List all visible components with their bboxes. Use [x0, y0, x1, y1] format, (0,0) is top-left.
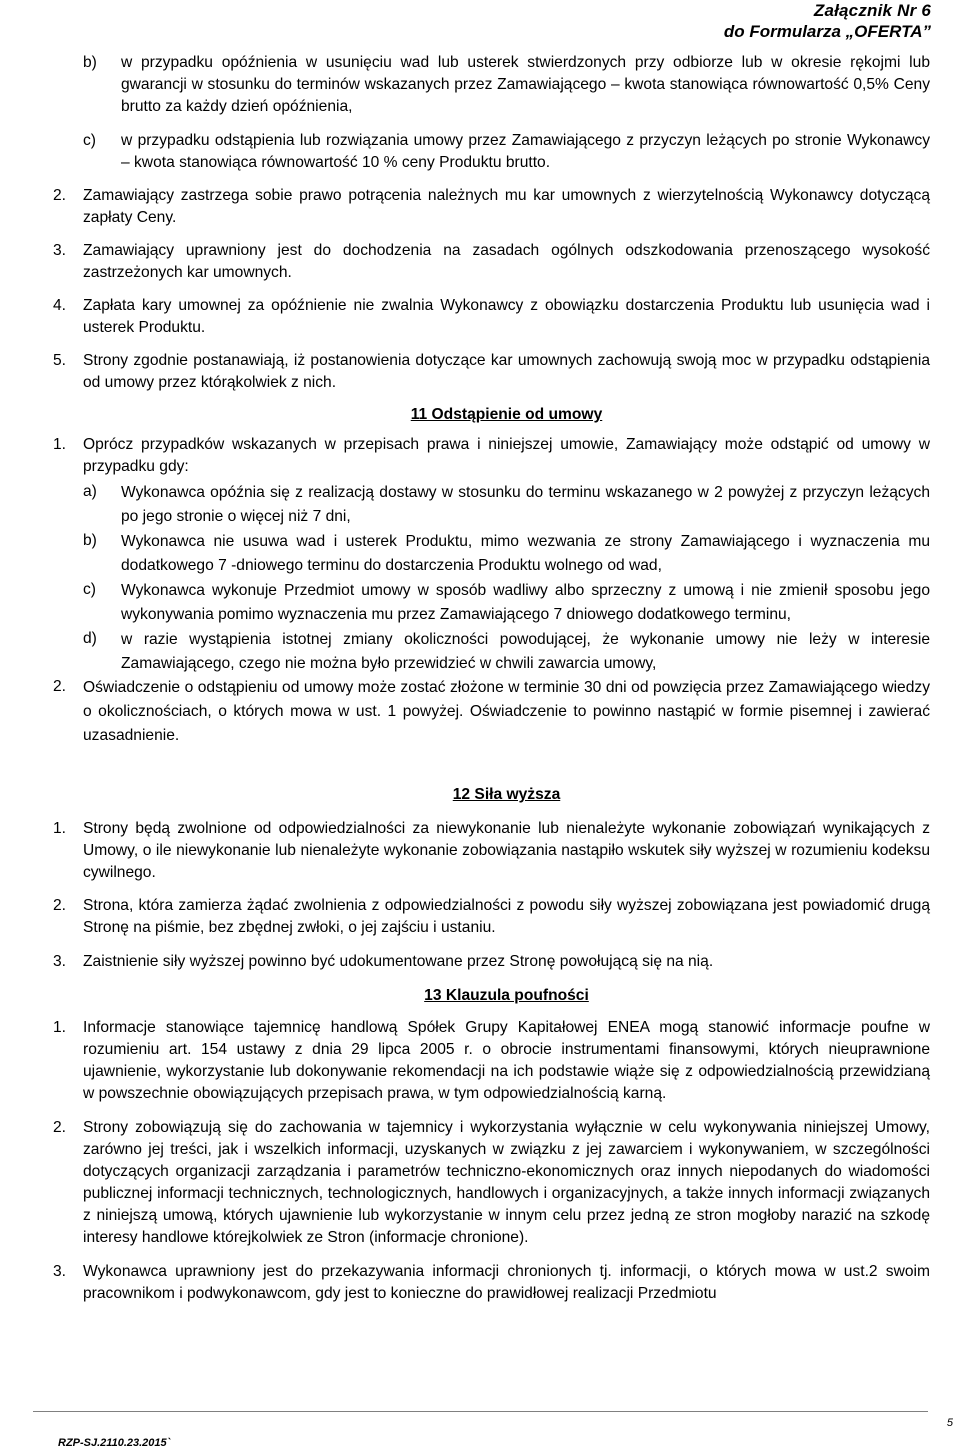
section-heading-text: 13 Klauzula poufności	[424, 987, 589, 1004]
numbered-point	[53, 295, 930, 339]
list-item	[83, 52, 930, 118]
point-text: Zamawiający uprawniony jest do dochodzenia na zasadach ogólnych odszkodowania przenoszącego wysokość zastrzeżonych kar umownych.	[83, 242, 930, 281]
list-item-label: b)	[83, 54, 97, 71]
page-number: 5	[946, 1417, 953, 1429]
numbered-point	[53, 350, 930, 394]
document-body	[53, 52, 930, 1305]
point-text: Strony zgodnie postanawiają, iż postanowienia dotyczące kar umownych zachowują swoją moc w przypadku odstąpienia od umowy przez którąkolwiek z nich.	[83, 352, 930, 391]
point-text: Wykonawca uprawniony jest do przekazywania informacji chronionych tj. informacji, o których mowa w ust.2 swoim pracownikom i podwykonawcom, gdy jest to konieczne do prawidłowej realizacji Przedmiotu	[83, 1263, 930, 1302]
numbered-point	[53, 676, 930, 748]
point-text: Zamawiający zastrzega sobie prawo potrącenia należnych mu kar umownych z wierzytelnością Wykonawcy dotyczącą zapłaty Ceny.	[83, 187, 930, 226]
point-label: 5.	[53, 352, 67, 369]
list-item-text: w razie wystąpienia istotnej zmiany okoliczności powodującej, że wykonanie umowy nie leży w interesie Zamawiającego, czego nie można było przewidzieć w chwili zawarcia umowy,	[121, 631, 930, 672]
page-header	[724, 0, 931, 42]
footer-code: RZP-SJ.2110.23.2015`	[58, 1437, 171, 1449]
list-item	[83, 130, 930, 174]
numbered-point	[53, 185, 930, 229]
numbered-point	[53, 434, 930, 478]
numbered-point	[53, 1117, 930, 1249]
point-label: 3.	[53, 953, 67, 970]
point-label: 2.	[53, 897, 67, 914]
section-heading	[83, 985, 930, 1007]
point-label: 3.	[53, 1263, 67, 1280]
list-item-label: c)	[83, 132, 96, 149]
point-text: Oświadczenie o odstąpieniu od umowy może zostać złożone w terminie 30 dni od powzięcia przez Zamawiającego wiedzy o okolicznościach, o których mowa w ust. 1 powyżej. Oświadczenie to powinno nastąpić w formie pisemnej i zawierać uzasadnienie.	[83, 679, 930, 744]
point-text: Strony zobowiązują się do zachowania w tajemnicy i wykorzystania wyłącznie w celu wykonywania niniejszej Umowy, zarówno jej treści, jak i wszelkich informacji, uzyskanych w związku z jej zawarciem i wykonywaniem, w szczególności dotyczących organizacji zarządzania i parametrów techniczno-ekonomicznych oraz innych niepodanych do wiadomości publicznej informacji technicznych, technologicznych, handlowych i organizacyjnych, a także innych informacji związanych z niniejszą umową, których ujawnienie lub wykorzystanie w innym celu przez jedną ze stron mogłoby narazić na szkodę interesy handlowe którejkolwiek ze Stron (informacje chronione).	[83, 1119, 930, 1246]
point-text: Oprócz przypadków wskazanych w przepisach prawa i niniejszej umowie, Zamawiający może odstąpić od umowy w przypadku gdy:	[83, 436, 930, 475]
point-label: 1.	[53, 1019, 67, 1036]
attachment-subtitle: do Formularza „OFERTA”	[723, 22, 931, 41]
point-text: Zaistnienie siły wyższej powinno być udokumentowane przez Stronę powołującą się na nią.	[83, 953, 714, 970]
section-heading-text: 11 Odstąpienie od umowy	[410, 406, 603, 423]
list-item-label: d)	[83, 630, 97, 647]
point-text: Zapłata kary umownej za opóźnienie nie zwalnia Wykonawcy z obowiązku dostarczenia Produktu lub usunięcia wad i usterek Produktu.	[83, 297, 930, 336]
point-label: 2.	[53, 678, 67, 695]
list-item-text: Wykonawca nie usuwa wad i usterek Produktu, mimo wezwania ze strony Zamawiającego i wyznaczenia mu dodatkowego 7 -dniowego terminu do dostarczenia Produktu wolnego od wad,	[121, 533, 930, 574]
list-item-text: Wykonawca opóźnia się z realizacją dostawy w stosunku do terminu wskazanego w 2 powyżej z przyczyn leżących po jego stronie o więcej niż 7 dni,	[121, 484, 930, 525]
list-item-label: c)	[83, 581, 96, 598]
list-item-label: a)	[83, 483, 97, 500]
list-item-text: w przypadku opóźnienia w usunięciu wad lub usterek stwierdzonych przy odbiorze lub w okresie rękojmi lub gwarancji w stosunku do terminów wskazanych przez Zamawiającego – kwota stanowiąca równowartość 0,5% Ceny brutto za każdy dzień opóźnienia,	[121, 54, 930, 115]
section-heading	[83, 784, 930, 806]
list-item	[83, 579, 930, 627]
point-label: 1.	[53, 820, 67, 837]
list-item	[83, 530, 930, 578]
list-item-text: w przypadku odstąpienia lub rozwiązania umowy przez Zamawiającego z przyczyn leżących po stronie Wykonawcy – kwota stanowiąca równowartość 10 % ceny Produktu brutto.	[121, 132, 930, 171]
numbered-point	[53, 1261, 930, 1305]
attachment-title: Załącznik Nr 6	[813, 1, 931, 20]
section-heading	[83, 404, 930, 426]
point-text: Informacje stanowiące tajemnicę handlową Spółek Grupy Kapitałowej ENEA mogą stanowić informacje poufne w rozumieniu art. 154 ustawy z dnia 29 lipca 2005 r. o obrocie instrumentami finansowymi, których nieuprawnione ujawnienie, wykorzystanie lub dokonywanie rekomendacji na ich podstawie wiąże się z odpowiedzialnością przewidzianą w powszechnie obowiązujących przepisach prawa, w tym odpowiedzialnością karną.	[83, 1019, 930, 1102]
point-text: Strony będą zwolnione od odpowiedzialności za niewykonanie lub nienależyte wykonanie zobowiązań wynikających z Umowy, o ile niewykonanie lub nienależyte wykonanie zobowiązania nastąpiło wskutek siły wyższej w rozumieniu kodeksu cywilnego.	[83, 820, 930, 881]
point-text: Strona, która zamierza żądać zwolnienia z odpowiedzialności z powodu siły wyższej zobowiązana jest powiadomić drugą Stronę na piśmie, bez zbędnej zwłoki, o jej zajściu i ustaniu.	[83, 897, 930, 936]
point-label: 2.	[53, 187, 67, 204]
section-heading-text: 12 Siła wyższa	[452, 786, 561, 803]
list-item	[83, 481, 930, 529]
point-label: 1.	[53, 436, 67, 453]
point-label: 4.	[53, 297, 67, 314]
list-item-label: b)	[83, 532, 97, 549]
numbered-point	[53, 240, 930, 284]
numbered-point	[53, 1017, 930, 1105]
numbered-point	[53, 818, 930, 884]
list-item	[83, 628, 930, 676]
point-label: 2.	[53, 1119, 67, 1136]
numbered-point	[53, 951, 930, 973]
list-item-text: Wykonawca wykonuje Przedmiot umowy w sposób wadliwy albo sprzeczny z umową i nie zmienił sposobu jego wykonywania pomimo wyznaczenia mu przez Zamawiającego 7 dniowego dodatkowego terminu,	[121, 582, 930, 623]
numbered-point	[53, 895, 930, 939]
point-label: 3.	[53, 242, 67, 259]
footer-divider	[33, 1411, 928, 1412]
